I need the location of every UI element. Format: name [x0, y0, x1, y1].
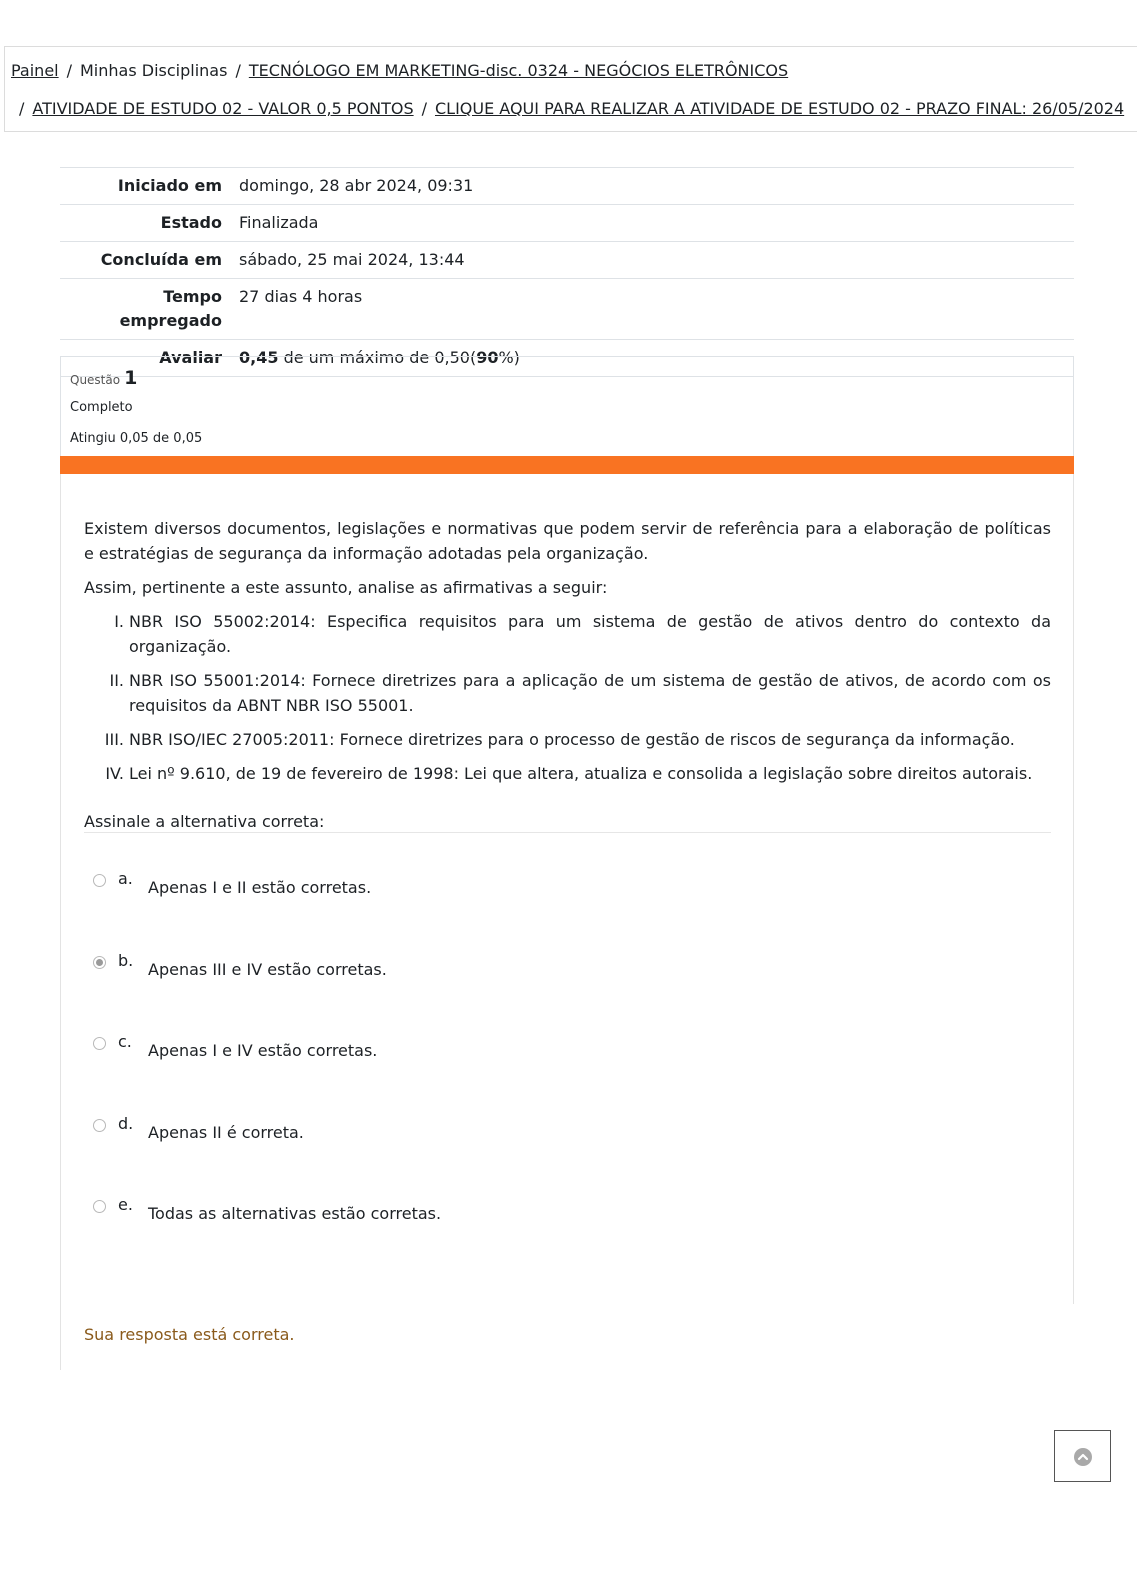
question-prompt: Assim, pertinente a este assunto, analise as afirmativas a seguir: — [84, 578, 608, 597]
summary-value: Finalizada — [239, 205, 1074, 242]
question-number — [70, 367, 137, 389]
statement-text: NBR ISO/IEC 27005:2011: Fornece diretrizes para o processo de gestão de riscos de segurança da informação. — [129, 730, 1015, 749]
breadcrumb-separator: / — [235, 61, 241, 80]
back-to-top-button[interactable] — [1054, 1430, 1111, 1482]
question-label: Questão — [70, 373, 121, 387]
summary-label: Estado — [60, 205, 239, 242]
breadcrumb-course-link[interactable]: TECNÓLOGO EM MARKETING-disc. 0324 - NEGÓCIOS ELETRÔNICOS — [248, 61, 789, 80]
summary-row-completed — [60, 242, 1074, 279]
feedback-panel — [60, 1304, 561, 1370]
top-strip — [0, 0, 1137, 46]
summary-label-part: empregado — [119, 311, 222, 330]
radio-button[interactable] — [93, 1037, 106, 1050]
question-instruction: Assinale a alternativa correta: — [84, 812, 325, 831]
question-mark: Atingiu 0,05 de 0,05 — [70, 431, 203, 446]
option-text: Apenas III e IV estão corretas. — [148, 960, 387, 979]
statement-text: NBR ISO 55001:2014: Fornece diretrizes para a aplicação de um sistema de gestão de ativos, de acordo com os requisitos da ABNT NBR ISO 55001. — [129, 671, 1051, 715]
summary-row-state — [60, 205, 1074, 242]
breadcrumb-courses: Minhas Disciplinas — [80, 61, 228, 80]
summary-value: sábado, 25 mai 2024, 13:44 — [239, 242, 1074, 279]
option-letter: d. — [118, 1114, 134, 1133]
statement-item — [84, 668, 1051, 718]
summary-label: Concluída em — [60, 242, 239, 279]
option-text: Apenas I e II estão corretas. — [148, 878, 372, 897]
option-letter: e. — [118, 1195, 133, 1214]
chevron-up-circle-icon — [1074, 1448, 1092, 1466]
question-info-panel — [60, 356, 1074, 456]
option-text: Todas as alternativas estão corretas. — [148, 1204, 442, 1223]
statement-item — [84, 761, 1051, 786]
breadcrumb-separator: / — [66, 61, 72, 80]
breadcrumb-separator: / — [421, 99, 427, 118]
statement-number: IV. — [105, 764, 124, 783]
statement-text: Lei nº 9.610, de 19 de fevereiro de 1998: Lei que altera, atualiza e consolida a legislação sobre direitos autorais. — [129, 764, 1033, 783]
question-accent-bar — [60, 456, 1074, 474]
option-letter: b. — [118, 951, 134, 970]
grade-text: de um máximo de 0,50( — [278, 348, 477, 367]
summary-row-started — [60, 168, 1074, 205]
statement-number: I. — [114, 612, 124, 631]
statement-item — [84, 727, 1051, 752]
grade-score: 0,45 — [239, 348, 279, 367]
radio-button-selected[interactable] — [93, 956, 106, 969]
statement-number: II. — [109, 671, 124, 690]
breadcrumb-line-2 — [19, 99, 1124, 118]
summary-label — [60, 279, 239, 340]
statement-list — [84, 609, 1051, 786]
breadcrumb-home-link[interactable]: Painel — [11, 61, 59, 80]
option-text: Apenas I e IV estão corretas. — [148, 1041, 378, 1060]
summary-value: 27 dias 4 horas — [239, 279, 1074, 340]
statement-number: III. — [104, 730, 124, 749]
question-intro: Existem diversos documentos, legislações e normativas que podem servir de referência para a elaboração de políticas e estratégias de segurança da informação adotadas pela organização. — [84, 519, 1051, 563]
summary-label: Iniciado em — [60, 168, 239, 205]
breadcrumb-section-link[interactable]: ATIVIDADE DE ESTUDO 02 - VALOR 0,5 PONTOS — [32, 99, 414, 118]
summary-row-time — [60, 279, 1074, 340]
question-number-value: 1 — [124, 367, 138, 389]
option-letter: a. — [118, 869, 133, 888]
summary-value: domingo, 28 abr 2024, 09:31 — [239, 168, 1074, 205]
grade-percent: 90 — [476, 348, 499, 367]
radio-button[interactable] — [93, 1200, 106, 1213]
statement-item — [84, 609, 1051, 659]
breadcrumb-activity-link[interactable]: CLIQUE AQUI PARA REALIZAR A ATIVIDADE DE ESTUDO 02 - PRAZO FINAL: 26/05/2024 — [434, 99, 1125, 118]
summary-label: Avaliar — [60, 340, 239, 377]
breadcrumb-line-1 — [11, 61, 788, 80]
option-text: Apenas II é correta. — [148, 1123, 304, 1142]
statement-text: NBR ISO 55002:2014: Especifica requisitos para um sistema de gestão de ativos dentro do contexto da organização. — [129, 612, 1051, 656]
feedback-text: Sua resposta está correta. — [84, 1325, 295, 1344]
divider — [84, 832, 1051, 833]
radio-button[interactable] — [93, 874, 106, 887]
question-text — [84, 516, 1051, 834]
grade-suffix: %) — [498, 348, 520, 367]
breadcrumb — [4, 46, 1137, 132]
option-letter: c. — [118, 1032, 132, 1051]
attempt-summary-table — [60, 167, 1074, 377]
breadcrumb-separator: / — [19, 99, 25, 118]
question-state: Completo — [70, 400, 133, 415]
question-content — [60, 474, 1074, 1304]
summary-label-part: Tempo — [163, 287, 222, 306]
radio-button[interactable] — [93, 1119, 106, 1132]
